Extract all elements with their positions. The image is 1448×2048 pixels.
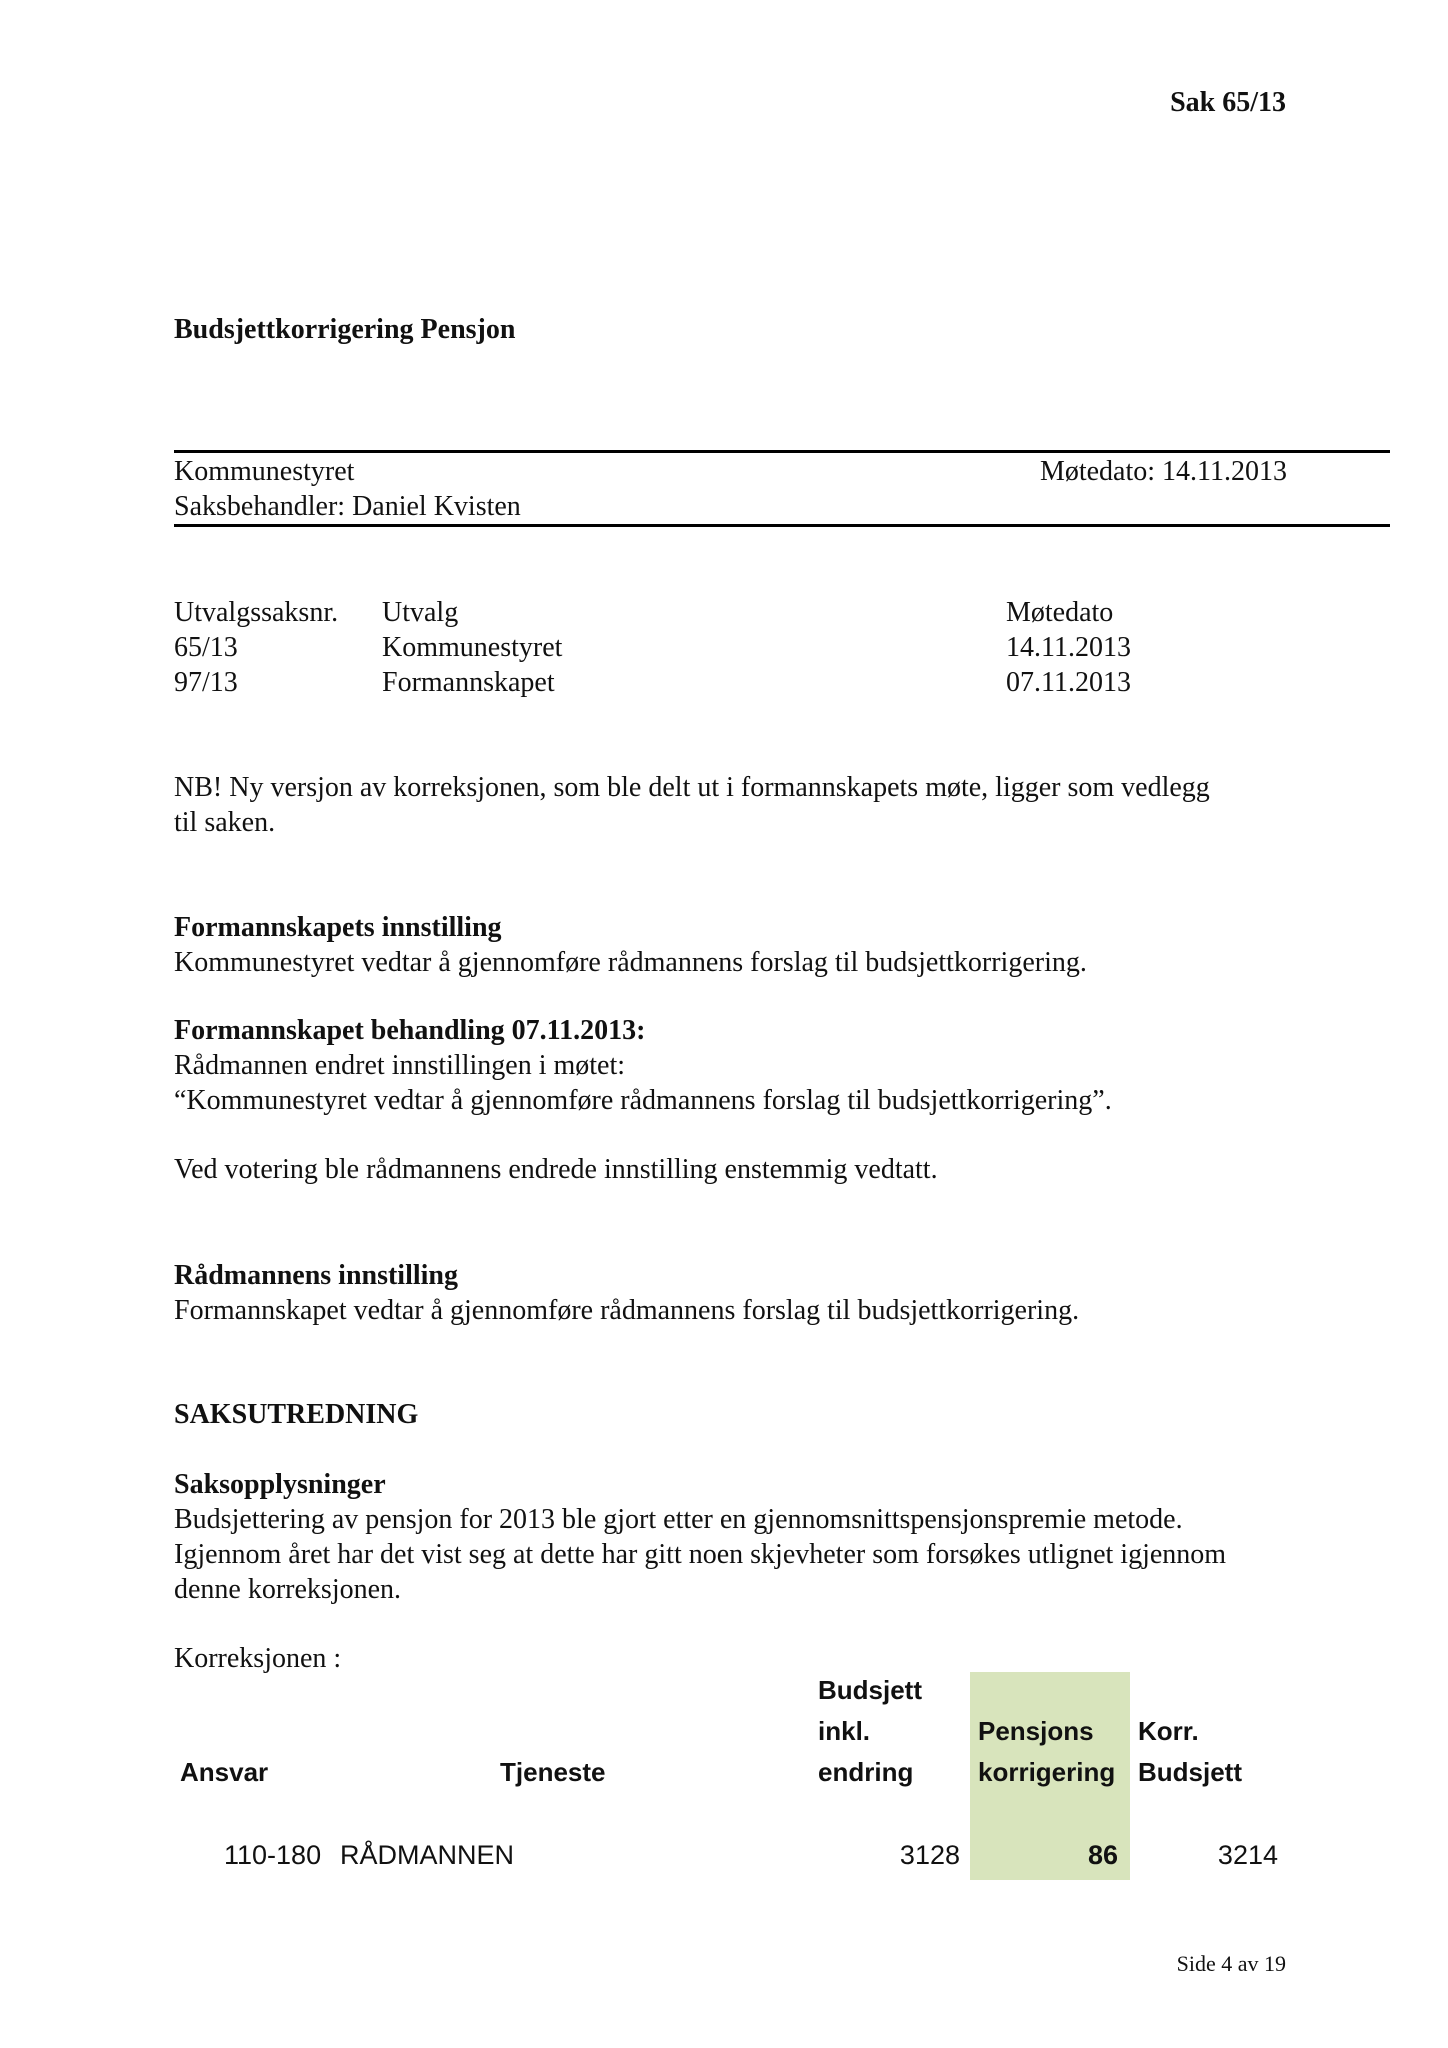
meta-meeting-date: Møtedato: 14.11.2013 xyxy=(1039,456,1287,487)
section-text: Formannskapet vedtar å gjennomføre rådmannens forslag til budsjettkorrigering. xyxy=(174,1295,1080,1326)
header-budsjett xyxy=(818,1670,922,1793)
section-text: Budsjettering av pensjon for 2013 ble gjort etter en gjennomsnittspensjonspremie metode. xyxy=(174,1504,1183,1535)
section-text: Rådmannen endret innstillingen i møtet: xyxy=(174,1050,626,1081)
header-korr-line: Korr. xyxy=(1138,1716,1199,1746)
header-budsjett-line: Budsjett xyxy=(818,1675,922,1705)
committee-row-utvalg: Formannskapet xyxy=(382,667,555,698)
row-budsjett: 3128 xyxy=(899,1840,960,1870)
header-ansvar: Ansvar xyxy=(180,1757,269,1787)
committee-header-saksnr: Utvalgssaksnr. xyxy=(174,597,339,628)
section-text: denne korreksjonen. xyxy=(174,1574,402,1605)
row-pensjon: 86 xyxy=(1087,1840,1118,1870)
korreksjonen-label: Korreksjonen : xyxy=(174,1643,342,1674)
page-title: Budsjettkorrigering Pensjon xyxy=(174,314,516,345)
row-korr: 3214 xyxy=(1217,1840,1278,1870)
section-text: Ved votering ble rådmannens endrede innstilling enstemmig vedtatt. xyxy=(174,1154,938,1185)
meta-case-officer: Saksbehandler: Daniel Kvisten xyxy=(174,491,521,522)
committee-header-motedato: Møtedato xyxy=(1006,597,1114,628)
header-korr-line: Budsjett xyxy=(1138,1757,1242,1787)
case-number: Sak 65/13 xyxy=(1170,87,1286,118)
committee-row-saksnr: 65/13 xyxy=(174,632,238,663)
committee-header-utvalg: Utvalg xyxy=(382,597,459,628)
section-heading: Formannskapet behandling 07.11.2013: xyxy=(174,1015,646,1046)
committee-row-utvalg: Kommunestyret xyxy=(382,632,563,663)
committee-row-motedato: 07.11.2013 xyxy=(1006,667,1131,698)
meta-body: Kommunestyret xyxy=(174,456,355,487)
committee-row-saksnr: 97/13 xyxy=(174,667,238,698)
row-tjeneste: RÅDMANNEN xyxy=(340,1840,515,1870)
meta-bottom-rule xyxy=(174,524,1390,527)
header-pensjon-line: Pensjons xyxy=(978,1716,1094,1746)
section-text: Igjennom året har det vist seg at dette har gitt noen skjevheter som forsøkes utlignet igjennom xyxy=(174,1539,1227,1570)
section-text: Kommunestyret vedtar å gjennomføre rådmannens forslag til budsjettkorrigering. xyxy=(174,947,1087,978)
section-heading: Formannskapets innstilling xyxy=(174,912,502,943)
header-korr xyxy=(1138,1711,1242,1793)
header-pensjon xyxy=(978,1711,1115,1793)
section-subheading: Saksopplysninger xyxy=(174,1469,386,1500)
meta-top-rule xyxy=(174,450,1390,453)
section-heading: Rådmannens innstilling xyxy=(174,1260,458,1291)
section-heading: SAKSUTREDNING xyxy=(174,1399,419,1430)
page-number: Side 4 av 19 xyxy=(1176,1951,1286,1976)
row-ansvar: 110-180 xyxy=(224,1840,322,1870)
header-pensjon-line: korrigering xyxy=(978,1757,1116,1787)
header-budsjett-line: endring xyxy=(818,1757,914,1787)
header-budsjett-line: inkl. xyxy=(818,1716,871,1746)
nb-note-line: til saken. xyxy=(174,807,276,838)
nb-note-line: NB! Ny versjon av korreksjonen, som ble delt ut i formannskapets møte, ligger som vedlegg xyxy=(174,772,1210,803)
committee-row-motedato: 14.11.2013 xyxy=(1006,632,1131,663)
section-text: “Kommunestyret vedtar å gjennomføre rådmannens forslag til budsjettkorrigering”. xyxy=(174,1085,1112,1116)
header-tjeneste: Tjeneste xyxy=(500,1757,606,1787)
